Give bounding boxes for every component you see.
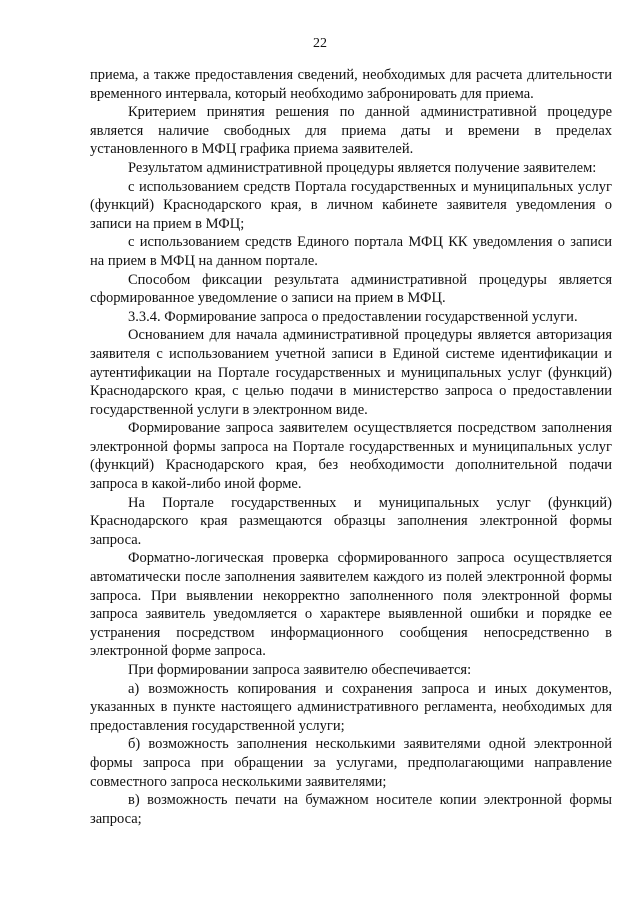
body-text: [90, 66, 612, 828]
paragraph: Результатом административной процедуры является получение заявителем:: [128, 159, 597, 176]
list-item: в) возможность печати на бумажном носителе копии электронной формы запроса;: [90, 792, 612, 827]
paragraph: Форматно-логическая проверка сформированного запроса осуществляется автоматически после заполнения заявителем каждого из полей электронной формы запроса. При выявлении некорректно заполненного поля электронной формы запроса заявитель уведомляется о характере выявленной ошибки и порядке ее устранения посредством информационного сообщения непосредственно в электронной форме запроса.: [90, 550, 612, 660]
page-number: 22: [313, 36, 327, 51]
list-item: б) возможность заполнения несколькими заявителями одной электронной формы запроса при обращении за услугами, предполагающими направление совместного запроса несколькими заявителями;: [90, 736, 612, 790]
paragraph: Основанием для начала административной процедуры является авторизация заявителя с использованием учетной записи в Единой системе идентификации и аутентификации на Портале государственных и муниципальных услуг (функций) Краснодарского края, с целью подачи в министерство запроса о предоставлении государственной услуги в электронном виде.: [90, 327, 612, 418]
list-item: а) возможность копирования и сохранения запроса и иных документов, указанных в пункте настоящего административного регламента, необходимых для предоставления государственной услуги;: [90, 680, 612, 734]
paragraph: На Портале государственных и муниципальных услуг (функций) Краснодарского края размещаются образцы заполнения электронной формы запроса.: [90, 494, 612, 548]
paragraph: приема, а также предоставления сведений, необходимых для расчета длительности временного интервала, который необходимо забронировать для приема.: [90, 67, 612, 102]
section-heading: 3.3.4. Формирование запроса о предоставлении государственной услуги.: [128, 308, 578, 325]
paragraph: с использованием средств Единого портала МФЦ КК уведомления о записи на прием в МФЦ на данном портале.: [90, 234, 612, 269]
paragraph: При формировании запроса заявителю обеспечивается:: [128, 662, 472, 678]
paragraph: Критерием принятия решения по данной административной процедуре является наличие свободных для приема даты и времени в пределах установленного в МФЦ графика приема заявителей.: [90, 104, 612, 158]
paragraph: Способом фиксации результата административной процедуры является сформированное уведомление о записи на прием в МФЦ.: [90, 271, 612, 307]
paragraph: с использованием средств Портала государственных и муниципальных услуг (функций) Краснодарского края, в личном кабинете заявителя уведомления о записи на прием в МФЦ;: [90, 178, 612, 232]
paragraph: Формирование запроса заявителем осуществляется посредством заполнения электронной формы запроса на Портале государственных и муниципальных услуг (функций) Краснодарского края, без необходимости дополнительной подачи запроса в какой-либо иной форме.: [90, 420, 612, 493]
